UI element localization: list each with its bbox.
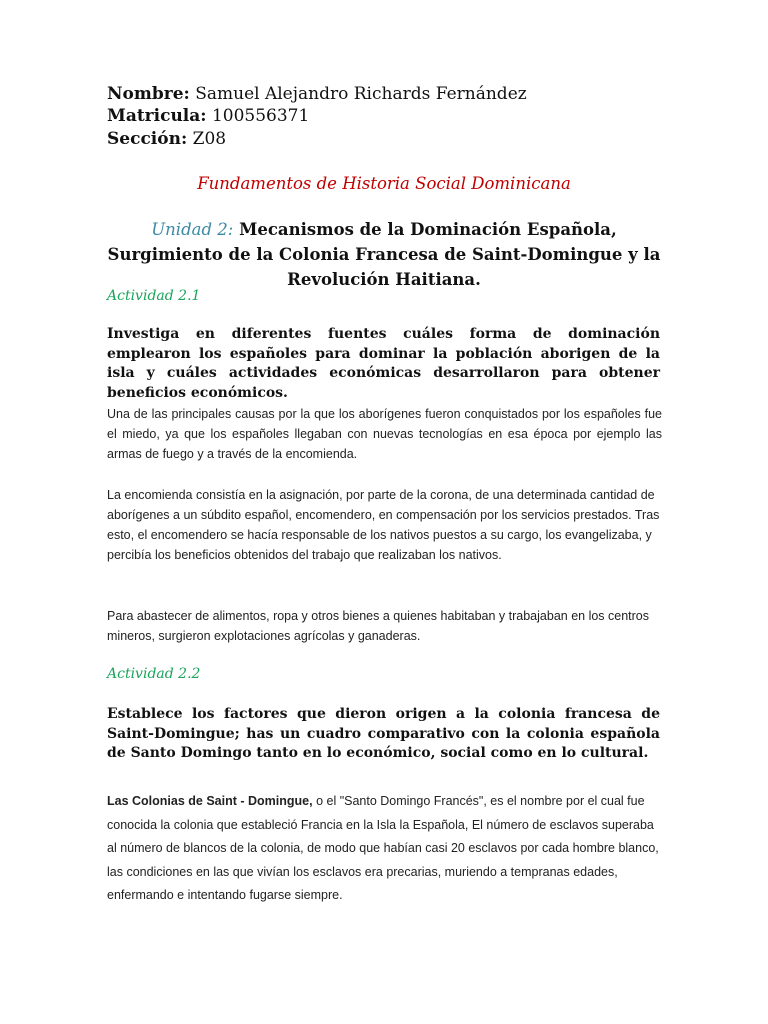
unit-title: Mecanismos de la Dominación Española, Surgimiento de la Colonia Francesa de Saint-Domingue y la Revolución Haitiana. xyxy=(107,220,661,289)
activity-2-1-paragraph-2: La encomienda consistía en la asignación, por parte de la corona, de una determinada cantidad de aborígenes a un súbdito español, encomendero, en compensación por los servicios prestados. Tras esto, el encomendero se hacía responsable de los nativos puestos a su cargo, los evangelizaba, y percibía los beneficios obtenidos del trabajo que realizaban los nativos. xyxy=(107,488,660,562)
id-label: Matricula: xyxy=(107,106,207,126)
activity-2-2-answer xyxy=(107,790,662,908)
unit-label: Unidad 2: xyxy=(151,220,234,239)
course-title: Fundamentos de Historia Social Dominicana xyxy=(197,174,571,193)
section-line xyxy=(107,129,226,149)
unit-heading xyxy=(100,217,668,292)
activity-2-1-paragraph-1: Una de las principales causas por la que los aborígenes fueron conquistados por los españoles fue el miedo, ya que los españoles llegaban con nuevas tecnologías en esa época por ejemplo las armas de fuego y a través de la encomienda. xyxy=(107,407,662,461)
name-label: Nombre: xyxy=(107,84,190,104)
student-id-line xyxy=(107,106,309,126)
answer-lead: Las Colonias de Saint - Domingue, xyxy=(107,794,313,808)
activity-2-1-paragraph-3: Para abastecer de alimentos, ropa y otros bienes a quienes habitaban y trabajaban en los centros mineros, surgieron explotaciones agrícolas y ganaderas. xyxy=(107,609,650,643)
activity-2-2-label: Actividad 2.2 xyxy=(107,666,201,682)
section-label: Sección: xyxy=(107,129,188,149)
activity-2-1-label: Actividad 2.1 xyxy=(107,288,201,304)
activity-2-1-question: Investiga en diferentes fuentes cuáles forma de dominación emplearon los españoles para dominar la población aborigen de la isla y cuáles actividades económicas desarrollaron para obtener beneficios económicos. xyxy=(107,326,660,401)
section-value: Z08 xyxy=(192,129,227,149)
answer-body: o el "Santo Domingo Francés", es el nombre por el cual fue conocida la colonia que estableció Francia en la Isla la Española, El número de esclavos superaba al número de blancos de la colonia, de modo que habían casi 20 esclavos por cada hombre blanco, las condiciones en las que vivían los esclavos era precarias, muriendo a tempranas edades, enfermando e intentando fugarse siempre. xyxy=(107,794,659,902)
name-value: Samuel Alejandro Richards Fernández xyxy=(195,84,527,104)
id-value: 100556371 xyxy=(211,106,310,126)
activity-2-2-question: Establece los factores que dieron origen a la colonia francesa de Saint-Domingue; has un cuadro comparativo con la colonia española de Santo Domingo tanto en lo económico, social como en lo cultural. xyxy=(107,706,660,761)
student-name-line xyxy=(107,84,527,104)
